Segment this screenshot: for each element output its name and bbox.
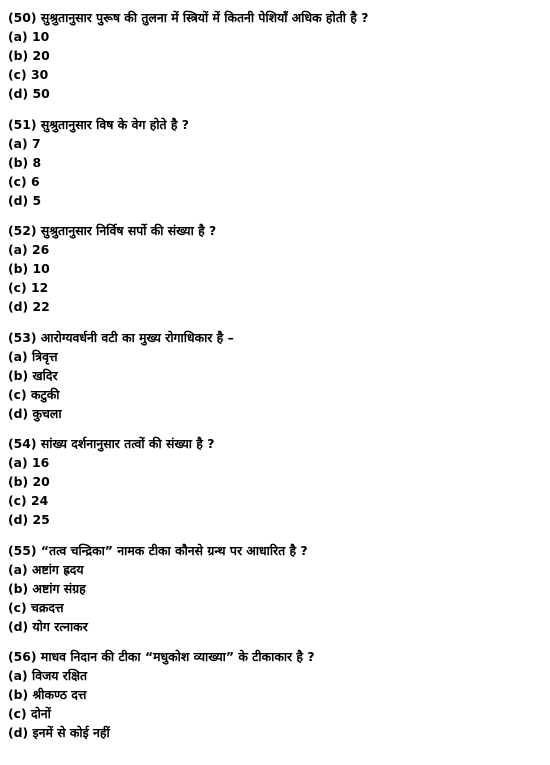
option-text: 10 <box>32 261 50 276</box>
option-b <box>8 366 542 385</box>
question-body: माधव निदान की टीका “मधुकोश व्याख्या” के टीकाकार है ? <box>40 649 315 664</box>
option-label: (c) <box>8 173 27 189</box>
question-text <box>8 541 542 560</box>
option-d <box>8 297 542 316</box>
option-text: दोनों <box>31 706 51 721</box>
option-b <box>8 153 542 172</box>
option-a <box>8 666 542 685</box>
option-text: 8 <box>32 154 42 170</box>
option-text: अष्टांग संग्रह <box>32 580 86 596</box>
option-d <box>8 723 542 742</box>
question-text <box>8 115 542 134</box>
option-text: खदिर <box>32 367 58 383</box>
option-b <box>8 579 542 598</box>
option-label: (b) <box>8 474 29 489</box>
question-number: (52) <box>8 223 37 238</box>
option-c <box>8 598 542 617</box>
option-label: (b) <box>8 154 29 170</box>
option-d <box>8 510 542 529</box>
question-body: सुश्रुतानुसार पुरूष की तुलना में स्त्रियों में कितनी पेशियाँ अधिक होती है ? <box>40 10 369 25</box>
option-label: (d) <box>8 192 29 208</box>
option-text: विजय रक्षित <box>32 668 88 683</box>
option-label: (d) <box>8 299 29 314</box>
question-51 <box>8 115 542 210</box>
option-a <box>8 347 542 366</box>
option-text: इनमें से कोई नहीं <box>32 725 110 740</box>
option-c <box>8 278 542 297</box>
option-label: (c) <box>8 493 27 508</box>
option-label: (d) <box>8 725 29 740</box>
option-b <box>8 46 542 65</box>
option-d <box>8 191 542 210</box>
question-body: सुश्रुतानुसार निर्विष सर्पो की संख्या है ? <box>40 223 217 238</box>
option-a <box>8 27 542 46</box>
option-a <box>8 560 542 579</box>
option-text: त्रिवृत्त <box>32 348 58 364</box>
question-text <box>8 328 542 347</box>
option-label: (d) <box>8 512 29 527</box>
option-label: (c) <box>8 599 27 615</box>
option-label: (a) <box>8 561 28 577</box>
question-56 <box>8 647 542 742</box>
option-text: श्रीकण्ठ दत्त <box>32 687 87 702</box>
option-text: 26 <box>32 242 50 257</box>
option-d <box>8 404 542 423</box>
question-number: (51) <box>8 116 37 132</box>
option-text: 16 <box>32 455 50 470</box>
option-label: (a) <box>8 135 28 151</box>
option-text: 24 <box>31 493 49 508</box>
option-a <box>8 134 542 153</box>
option-c <box>8 385 542 404</box>
question-number: (56) <box>8 649 37 664</box>
question-text <box>8 434 542 453</box>
option-text: 50 <box>32 86 50 101</box>
option-label: (a) <box>8 455 28 470</box>
option-label: (b) <box>8 48 29 63</box>
question-number: (53) <box>8 329 37 345</box>
option-text: चक्रदत्त <box>31 599 64 615</box>
option-text: 10 <box>32 29 50 44</box>
option-label: (b) <box>8 687 29 702</box>
question-52 <box>8 221 542 316</box>
option-b <box>8 472 542 491</box>
option-label: (d) <box>8 618 29 634</box>
question-text <box>8 8 542 27</box>
option-label: (b) <box>8 367 29 383</box>
question-54 <box>8 434 542 529</box>
question-number: (54) <box>8 436 37 451</box>
option-text: 20 <box>32 474 50 489</box>
option-a <box>8 240 542 259</box>
question-number: (50) <box>8 10 37 25</box>
option-text: 25 <box>32 512 50 527</box>
option-text: 12 <box>31 280 49 295</box>
option-label: (a) <box>8 242 28 257</box>
option-a <box>8 453 542 472</box>
option-label: (d) <box>8 405 29 421</box>
option-c <box>8 704 542 723</box>
option-text: 30 <box>31 67 49 82</box>
option-label: (a) <box>8 668 28 683</box>
option-b <box>8 685 542 704</box>
option-label: (c) <box>8 386 27 402</box>
question-text <box>8 647 542 666</box>
option-text: 20 <box>32 48 50 63</box>
option-c <box>8 65 542 84</box>
option-label: (c) <box>8 280 27 295</box>
option-label: (a) <box>8 29 28 44</box>
question-body: “तत्व चन्द्रिका” नामक टीका कौनसे ग्रन्थ पर आधारित है ? <box>40 542 308 558</box>
question-page <box>8 8 542 754</box>
option-text: अष्टांग ह्रदय <box>32 561 84 577</box>
question-body: सुश्रुतानुसार विष के वेग होते है ? <box>40 116 189 132</box>
option-text: 6 <box>31 173 40 189</box>
option-text: योग रत्नाकर <box>32 618 88 634</box>
option-label: (c) <box>8 706 27 721</box>
option-text: कुचला <box>32 405 62 421</box>
question-text <box>8 221 542 240</box>
option-text: 5 <box>32 192 42 208</box>
question-53 <box>8 328 542 423</box>
option-d <box>8 617 542 636</box>
question-50 <box>8 8 542 103</box>
option-label: (a) <box>8 348 28 364</box>
option-d <box>8 84 542 103</box>
question-55 <box>8 541 542 636</box>
option-c <box>8 491 542 510</box>
question-body: आरोग्यवर्धनी वटी का मुख्य रोगाधिकार है – <box>40 329 234 345</box>
option-text: 22 <box>32 299 50 314</box>
option-label: (d) <box>8 86 29 101</box>
option-label: (b) <box>8 261 29 276</box>
option-label: (c) <box>8 67 27 82</box>
option-c <box>8 172 542 191</box>
question-number: (55) <box>8 542 37 558</box>
question-body: सांख्य दर्शनानुसार तत्वों की संख्या है ? <box>40 436 215 451</box>
option-label: (b) <box>8 580 29 596</box>
option-b <box>8 259 542 278</box>
option-text: कटुकी <box>31 386 60 402</box>
option-text: 7 <box>32 135 41 151</box>
